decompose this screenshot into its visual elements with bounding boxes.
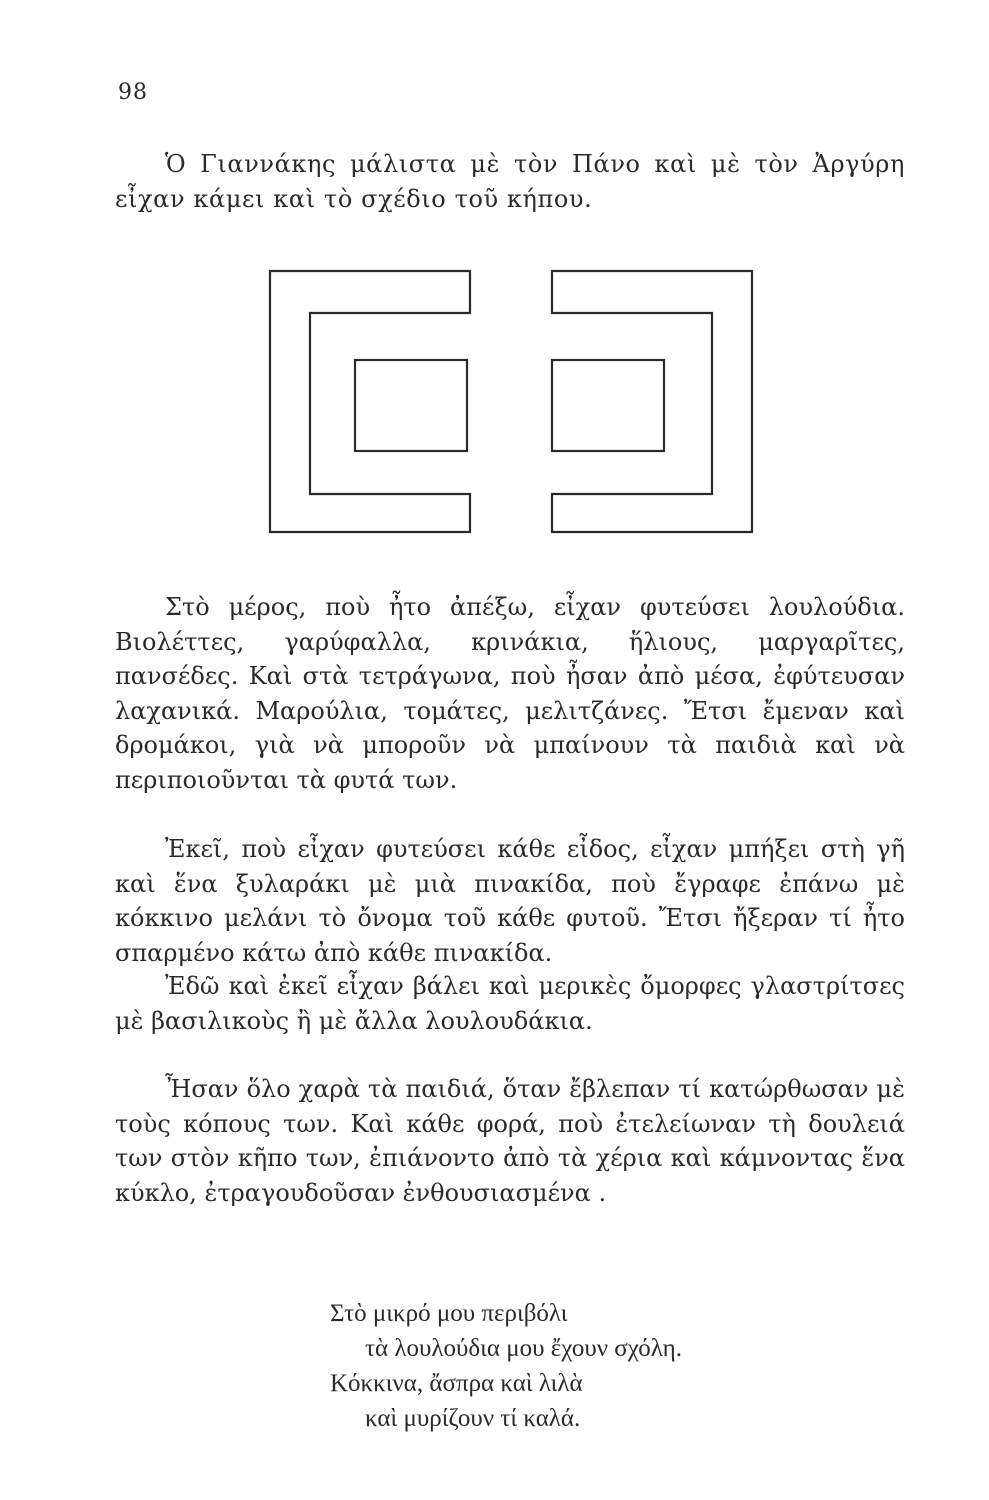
paragraph-text: Ἐκεῖ, ποὺ εἶχαν φυτεύσει κάθε εἶδος, εἶχαν μπήξει στὴ γῆ καὶ ἕνα ξυλαράκι μὲ μιὰ πινακίδα, ποὺ ἔγραφε ἐπάνω μὲ κόκκινο μελάνι τὸ ὄνομα τοῦ κάθε φυτοῦ. Ἔτσι ἤξεραν τί ἦτο σπαρμένο κάτω ἀπὸ κάθε πινακίδα.: [115, 835, 905, 967]
poem-line: Κόκκινα, ἄσπρα καὶ λιλὰ: [330, 1370, 583, 1397]
poem-line: καὶ μυρίζουν τί καλά.: [365, 1405, 581, 1432]
paragraph-flowers: [115, 590, 905, 797]
paragraph-text: Ἦσαν ὅλο χαρὰ τὰ παιδιά, ὅταν ἔβλεπαν τί κατώρθωσαν μὲ τοὺς κόπους των. Καὶ κάθε φορά, ποὺ ἐτελείωναν τὴ δουλειά των στὸν κῆπο των, ἐπιάνοντο ἀπὸ τὰ χέρια καὶ κάμνοντας ἕνα κύκλο, ἐτραγουδοῦσαν ἐνθουσιασμένα .: [115, 1075, 905, 1207]
poem: [330, 1296, 890, 1436]
page-number: 98: [118, 80, 148, 105]
right-outer-bed: [552, 271, 752, 532]
left-outer-bed: [270, 271, 470, 532]
intro-text: Ὁ Γιαννάκης μάλιστα μὲ τὸν Πάνο καὶ μὲ τὸν Ἀργύρη εἶχαν κάμει καὶ τὸ σχέδιο τοῦ κήπου.: [115, 150, 905, 213]
poem-line: Στὸ μικρό μου περιβόλι: [330, 1300, 568, 1327]
paragraph-text: Ἐδῶ καὶ ἐκεῖ εἶχαν βάλει καὶ μερικὲς ὄμορφες γλαστρίτσες μὲ βασιλικοὺς ἢ μὲ ἄλλα λουλουδάκια.: [115, 972, 905, 1035]
paragraph-pots: [115, 969, 905, 1038]
right-inner-square: [552, 360, 664, 451]
paragraph-text: Στὸ μέρος, ποὺ ἦτο ἀπέξω, εἶχαν φυτεύσει λουλούδια. Βιολέττες, γαρύφαλλα, κρινάκια, ἥλιους, μαργαρῖτες, πανσέδες. Καὶ στὰ τετράγωνα, ποὺ ἦσαν ἀπὸ μέσα, ἐφύτευσαν λαχανικά. Μαρούλια, τομάτες, μελιτζάνες. Ἔτσι ἔμεναν καὶ δρομάκοι, γιὰ νὰ μποροῦν νὰ μπαίνουν τὰ παιδιὰ καὶ νὰ περιποιοῦνται τὰ φυτά των.: [115, 593, 905, 794]
poem-line: τὰ λουλούδια μου ἔχουν σχόλη.: [365, 1335, 683, 1362]
intro-paragraph: [115, 147, 905, 216]
left-inner-square: [355, 360, 467, 451]
paragraph-labels: [115, 832, 905, 970]
paragraph-joy: [115, 1072, 905, 1210]
garden-plan-diagram: [262, 262, 762, 540]
